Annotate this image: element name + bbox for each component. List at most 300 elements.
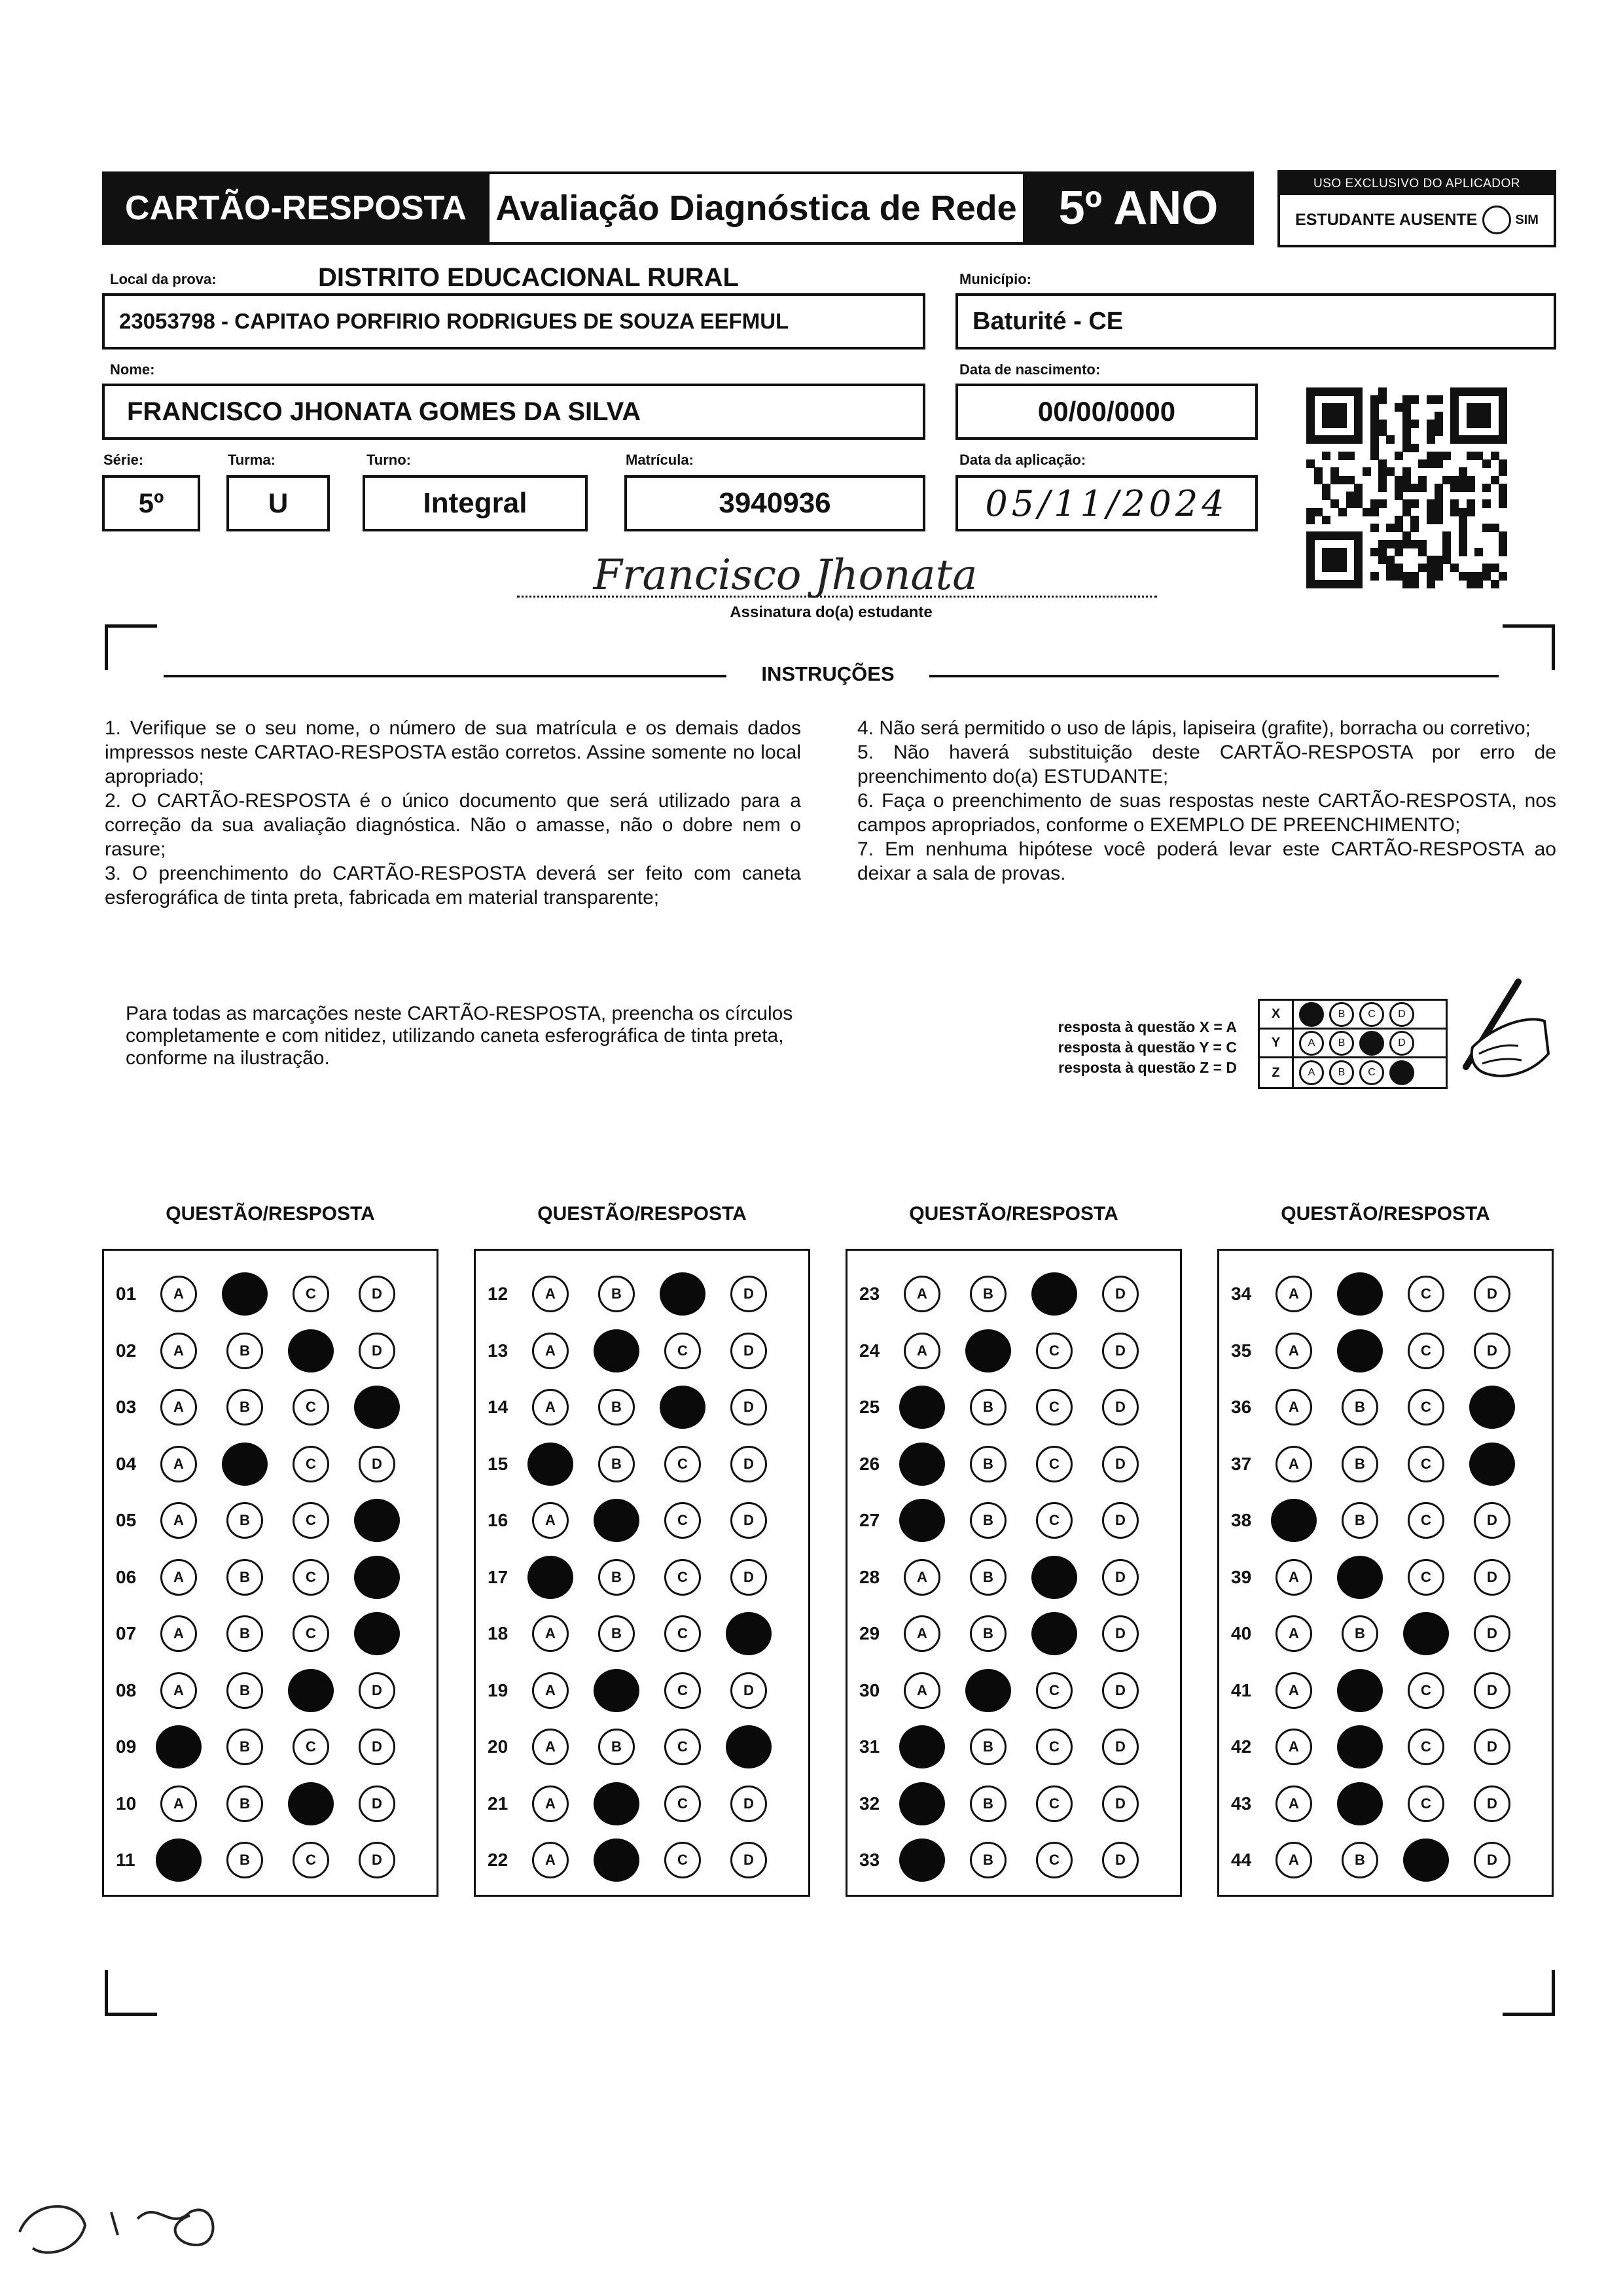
answer-bubble-a[interactable]	[156, 1725, 202, 1768]
answer-bubble-c[interactable]	[1031, 1612, 1077, 1655]
answer-bubble-b[interactable]	[222, 1272, 268, 1316]
answer-bubble-a[interactable]	[156, 1839, 202, 1882]
answer-bubble-c[interactable]	[288, 1782, 334, 1825]
answer-column-1	[102, 1249, 438, 1897]
answer-bubble-c[interactable]	[288, 1329, 334, 1372]
answer-bubble-d[interactable]: D	[1474, 1333, 1510, 1369]
answer-bubble-b[interactable]: B	[598, 1389, 635, 1426]
answer-bubble-a[interactable]: A	[904, 1333, 940, 1369]
answer-bubble-c[interactable]: C	[664, 1842, 701, 1878]
example-legend-line: resposta à questão X = A	[1058, 1018, 1237, 1035]
answer-bubble-a[interactable]: A	[532, 1785, 569, 1822]
answer-bubble-b[interactable]: B	[1342, 1502, 1378, 1539]
corner-mark-bottom-left	[105, 1970, 157, 2016]
question-number: 01	[116, 1283, 137, 1304]
turma-field	[226, 475, 330, 531]
answer-bubble-d[interactable]: D	[730, 1559, 767, 1596]
example-bubble-b: B	[1329, 1002, 1354, 1027]
answer-row	[847, 1727, 1168, 1767]
answer-bubble-d[interactable]: D	[730, 1446, 767, 1482]
answer-row	[847, 1388, 1168, 1427]
instructions-rule-left	[164, 675, 726, 677]
answer-bubble-c[interactable]: C	[664, 1672, 701, 1709]
matricula-value: 3940936	[719, 487, 831, 519]
school-field	[102, 293, 925, 350]
question-number: 05	[116, 1510, 137, 1530]
example-legend-line: resposta à questão Z = D	[1058, 1059, 1237, 1076]
answer-bubble-a[interactable]: A	[160, 1276, 197, 1312]
example-row-label: Y	[1260, 1030, 1294, 1056]
answer-bubble-c[interactable]	[1403, 1612, 1449, 1655]
answer-bubble-c[interactable]: C	[293, 1389, 329, 1426]
answer-bubble-d[interactable]	[726, 1725, 772, 1768]
answer-row	[476, 1388, 796, 1427]
answer-bubble-b[interactable]: B	[970, 1559, 1007, 1596]
answer-bubble-b[interactable]: B	[970, 1729, 1007, 1765]
answer-row	[476, 1727, 796, 1767]
question-number: 37	[1231, 1453, 1252, 1474]
aplicacao-label: Data da aplicação:	[959, 452, 1086, 468]
question-number: 42	[1231, 1736, 1252, 1757]
answer-bubble-c[interactable]	[288, 1669, 334, 1712]
question-number: 31	[859, 1736, 880, 1757]
answer-bubble-a[interactable]: A	[1275, 1785, 1312, 1822]
answer-row	[104, 1614, 425, 1653]
answer-bubble-a[interactable]: A	[532, 1502, 569, 1539]
answer-bubble-b[interactable]: B	[1342, 1389, 1378, 1426]
answer-bubble-b[interactable]: B	[598, 1559, 635, 1596]
question-number: 30	[859, 1679, 880, 1700]
aplicacao-field[interactable]	[955, 475, 1258, 531]
answer-bubble-b[interactable]	[1337, 1782, 1383, 1825]
answer-bubble-d[interactable]: D	[730, 1389, 767, 1426]
answer-row	[476, 1784, 796, 1823]
answer-bubble-a[interactable]: A	[160, 1446, 197, 1482]
answer-bubble-d[interactable]	[1469, 1386, 1515, 1429]
answer-bubble-c[interactable]: C	[1036, 1672, 1073, 1709]
answer-bubble-c[interactable]: C	[664, 1615, 701, 1652]
answer-row	[476, 1614, 796, 1653]
answer-bubble-d[interactable]: D	[1102, 1446, 1139, 1482]
question-number: 10	[116, 1793, 137, 1814]
signature: Francisco Jhonata	[593, 551, 978, 600]
answer-bubble-b[interactable]: B	[598, 1729, 635, 1765]
nome-value: FRANCISCO JHONATA GOMES DA SILVA	[127, 397, 641, 426]
answer-row	[847, 1840, 1168, 1880]
answer-bubble-c[interactable]	[1403, 1839, 1449, 1882]
answer-bubble-c[interactable]: C	[1408, 1333, 1444, 1369]
answer-bubble-d[interactable]: D	[1102, 1559, 1139, 1596]
answer-bubble-a[interactable]: A	[160, 1785, 197, 1822]
grade-label: 5º ANO	[1023, 171, 1254, 245]
example-row-label: X	[1260, 1001, 1294, 1028]
question-number: 12	[488, 1283, 508, 1304]
answer-row	[847, 1614, 1168, 1653]
answer-bubble-a[interactable]	[899, 1386, 945, 1429]
answer-row	[1219, 1784, 1540, 1823]
answer-column-title: QUESTÃO/RESPOSTA	[909, 1203, 1118, 1225]
question-number: 06	[116, 1566, 137, 1587]
answer-bubble-a[interactable]: A	[1275, 1729, 1312, 1765]
answer-bubble-a[interactable]	[899, 1725, 945, 1768]
answer-bubble-a[interactable]	[1271, 1499, 1317, 1542]
question-number: 09	[116, 1736, 137, 1757]
answer-bubble-b[interactable]	[965, 1669, 1011, 1712]
turno-field	[363, 475, 588, 531]
answer-bubble-a[interactable]	[899, 1499, 945, 1542]
answer-bubble-b[interactable]: B	[226, 1729, 263, 1765]
answer-bubble-c[interactable]: C	[1036, 1389, 1073, 1426]
local-label: Local da prova:	[110, 271, 217, 287]
instruction-right-2: 5. Não haverá substituição deste CARTÃO-RESPOSTA por erro de preenchimento do(a) ESTUDANTE;	[857, 742, 1556, 787]
answer-bubble-c[interactable]: C	[1408, 1276, 1444, 1312]
example-bubble-a: A	[1299, 1031, 1324, 1056]
signature-line	[517, 596, 1157, 598]
answer-bubble-b[interactable]	[594, 1782, 639, 1825]
answer-bubble-d[interactable]	[354, 1499, 400, 1542]
answer-bubble-b[interactable]	[1337, 1272, 1383, 1316]
question-number: 38	[1231, 1510, 1252, 1530]
nascimento-value: 00/00/0000	[1037, 396, 1176, 427]
answer-bubble-d[interactable]: D	[730, 1672, 767, 1709]
turno-label: Turno:	[366, 452, 412, 468]
answer-column-3	[846, 1249, 1182, 1897]
answer-bubble-a[interactable]	[527, 1443, 573, 1486]
answer-bubble-b[interactable]	[1337, 1556, 1383, 1599]
answer-row	[476, 1558, 796, 1597]
answer-bubble-b[interactable]: B	[970, 1502, 1007, 1539]
answer-bubble-c[interactable]: C	[1408, 1729, 1444, 1765]
answer-row	[1219, 1614, 1540, 1653]
answer-bubble-a[interactable]: A	[160, 1672, 197, 1709]
question-number: 23	[859, 1283, 880, 1304]
answer-bubble-b[interactable]	[965, 1329, 1011, 1372]
answer-column-2	[474, 1249, 810, 1897]
answer-bubble-c[interactable]: C	[293, 1842, 329, 1878]
answer-bubble-a[interactable]: A	[532, 1615, 569, 1652]
answer-bubble-b[interactable]: B	[1342, 1446, 1378, 1482]
answer-bubble-d[interactable]: D	[359, 1729, 395, 1765]
answer-bubble-d[interactable]: D	[1474, 1672, 1510, 1709]
answer-bubble-c[interactable]: C	[664, 1446, 701, 1482]
answer-bubble-a[interactable]: A	[1275, 1842, 1312, 1878]
answer-bubble-c[interactable]	[660, 1386, 705, 1429]
answer-bubble-b[interactable]	[594, 1669, 639, 1712]
answer-bubble-a[interactable]	[899, 1443, 945, 1486]
answer-bubble-a[interactable]: A	[160, 1389, 197, 1426]
answer-bubble-c[interactable]: C	[1408, 1672, 1444, 1709]
question-number: 41	[1231, 1679, 1252, 1700]
question-number: 22	[488, 1850, 508, 1870]
answer-bubble-c[interactable]: C	[293, 1276, 329, 1312]
handwritten-mark	[7, 2173, 255, 2278]
answer-bubble-b[interactable]: B	[226, 1502, 263, 1539]
answer-bubble-a[interactable]: A	[532, 1333, 569, 1369]
answer-bubble-d[interactable]: D	[730, 1502, 767, 1539]
answer-bubble-c[interactable]: C	[1036, 1785, 1073, 1822]
example-bubble-b: B	[1329, 1060, 1354, 1085]
answer-bubble-a[interactable]: A	[1275, 1559, 1312, 1596]
answer-bubble-b[interactable]: B	[1342, 1615, 1378, 1652]
answer-column-title: QUESTÃO/RESPOSTA	[537, 1203, 747, 1225]
turno-value: Integral	[423, 487, 527, 519]
answer-bubble-a[interactable]: A	[532, 1672, 569, 1709]
answer-bubble-a[interactable]: A	[160, 1502, 197, 1539]
municipio-field	[955, 293, 1556, 350]
answer-bubble-c[interactable]	[1031, 1556, 1077, 1599]
answer-bubble-c[interactable]	[1031, 1272, 1077, 1316]
local-value: DISTRITO EDUCACIONAL RURAL	[318, 263, 739, 292]
answer-bubble-d[interactable]: D	[1102, 1672, 1139, 1709]
answer-row	[1219, 1444, 1540, 1484]
example-legend	[982, 1017, 1237, 1078]
answer-bubble-a[interactable]	[899, 1782, 945, 1825]
answer-row	[476, 1444, 796, 1484]
answer-bubble-d[interactable]: D	[1474, 1729, 1510, 1765]
answer-bubble-c[interactable]: C	[664, 1785, 701, 1822]
answer-bubble-b[interactable]: B	[226, 1672, 263, 1709]
answer-bubble-b[interactable]	[594, 1329, 639, 1372]
answer-bubble-d[interactable]	[354, 1612, 400, 1655]
question-number: 29	[859, 1623, 880, 1643]
answer-bubble-b[interactable]: B	[970, 1389, 1007, 1426]
answer-bubble-b[interactable]	[1337, 1329, 1383, 1372]
answer-bubble-d[interactable]: D	[359, 1333, 395, 1369]
question-number: 28	[859, 1566, 880, 1587]
answer-bubble-c[interactable]: C	[1408, 1389, 1444, 1426]
answer-bubble-d[interactable]: D	[1102, 1333, 1139, 1369]
answer-bubble-b[interactable]: B	[598, 1615, 635, 1652]
answer-column-title: QUESTÃO/RESPOSTA	[166, 1203, 375, 1225]
question-number: 13	[488, 1340, 508, 1361]
serie-field	[102, 475, 200, 531]
answer-bubble-b[interactable]: B	[226, 1389, 263, 1426]
answer-bubble-b[interactable]: B	[970, 1615, 1007, 1652]
answer-row	[847, 1558, 1168, 1597]
answer-bubble-c[interactable]: C	[293, 1615, 329, 1652]
answer-bubble-b[interactable]	[1337, 1669, 1383, 1712]
answer-bubble-d[interactable]: D	[1474, 1615, 1510, 1652]
answer-bubble-d[interactable]: D	[1102, 1502, 1139, 1539]
answer-bubble-d[interactable]: D	[1102, 1785, 1139, 1822]
answer-bubble-d[interactable]: D	[730, 1276, 767, 1312]
answer-row	[847, 1331, 1168, 1371]
answer-row	[476, 1840, 796, 1880]
question-number: 34	[1231, 1283, 1252, 1304]
answer-row	[476, 1331, 796, 1371]
answer-row	[847, 1784, 1168, 1823]
answer-bubble-b[interactable]: B	[226, 1842, 263, 1878]
absent-option: SIM	[1515, 212, 1539, 227]
instructions-left	[105, 716, 801, 910]
question-number: 27	[859, 1510, 880, 1530]
answer-bubble-c[interactable]: C	[1408, 1446, 1444, 1482]
answer-bubble-d[interactable]: D	[1474, 1276, 1510, 1312]
answer-bubble-b[interactable]	[222, 1443, 268, 1486]
answer-bubble-c[interactable]: C	[664, 1729, 701, 1765]
answer-bubble-d[interactable]: D	[1102, 1389, 1139, 1426]
answer-row	[1219, 1501, 1540, 1540]
municipio-value: Baturité - CE	[972, 307, 1124, 335]
answer-bubble-b[interactable]	[594, 1499, 639, 1542]
answer-row	[104, 1671, 425, 1710]
absent-label: ESTUDANTE AUSENTE	[1295, 210, 1478, 229]
answer-bubble-a[interactable]: A	[1275, 1615, 1312, 1652]
example-bubble-c	[1359, 1031, 1384, 1056]
answer-row	[104, 1444, 425, 1484]
answer-bubble-c[interactable]: C	[664, 1502, 701, 1539]
example-row-label: Z	[1260, 1058, 1294, 1087]
answer-row	[104, 1727, 425, 1767]
answer-bubble-a[interactable]: A	[1275, 1446, 1312, 1482]
answer-bubble-d[interactable]	[354, 1556, 400, 1599]
instruction-right-4: 7. Em nenhuma hipótese você poderá levar este CARTÃO-RESPOSTA ao deixar a sala de provas.	[857, 838, 1556, 884]
answer-bubble-d[interactable]: D	[1102, 1276, 1139, 1312]
answer-bubble-b[interactable]: B	[970, 1842, 1007, 1878]
answer-row	[104, 1501, 425, 1540]
answer-row	[104, 1331, 425, 1371]
answer-bubble-c[interactable]: C	[1036, 1729, 1073, 1765]
answer-bubble-b[interactable]: B	[598, 1446, 635, 1482]
answer-bubble-d[interactable]: D	[730, 1785, 767, 1822]
answer-row	[476, 1274, 796, 1314]
corner-mark-top-right	[1503, 624, 1555, 670]
answer-row	[1219, 1274, 1540, 1314]
example-bubble-a: A	[1299, 1060, 1324, 1085]
answer-bubble-d[interactable]: D	[359, 1446, 395, 1482]
answer-bubble-a[interactable]: A	[904, 1672, 940, 1709]
answer-bubble-b[interactable]	[1337, 1725, 1383, 1768]
answer-bubble-c[interactable]: C	[293, 1502, 329, 1539]
answer-bubble-c[interactable]: C	[1408, 1559, 1444, 1596]
corner-mark-top-left	[105, 624, 157, 670]
nome-field	[102, 384, 925, 440]
answer-bubble-a[interactable]: A	[532, 1842, 569, 1878]
answer-bubble-a[interactable]: A	[1275, 1333, 1312, 1369]
answer-bubble-d[interactable]: D	[1474, 1842, 1510, 1878]
answer-bubble-d[interactable]: D	[1102, 1729, 1139, 1765]
answer-bubble-a[interactable]: A	[160, 1333, 197, 1369]
question-number: 17	[488, 1566, 508, 1587]
answer-bubble-c[interactable]: C	[1036, 1842, 1073, 1878]
question-number: 04	[116, 1453, 137, 1474]
answer-bubble-a[interactable]: A	[1275, 1276, 1312, 1312]
answer-bubble-c[interactable]: C	[664, 1333, 701, 1369]
answer-bubble-c[interactable]: C	[664, 1559, 701, 1596]
answer-row	[1219, 1331, 1540, 1371]
answer-bubble-d[interactable]: D	[1474, 1559, 1510, 1596]
answer-row	[1219, 1840, 1540, 1880]
answer-bubble-b[interactable]: B	[970, 1446, 1007, 1482]
answer-bubble-d[interactable]: D	[730, 1333, 767, 1369]
question-number: 14	[488, 1397, 508, 1417]
answer-bubble-d[interactable]: D	[1102, 1615, 1139, 1652]
answer-bubble-d[interactable]	[726, 1612, 772, 1655]
answer-bubble-d[interactable]: D	[359, 1276, 395, 1312]
answer-bubble-d[interactable]: D	[359, 1672, 395, 1709]
question-number: 43	[1231, 1793, 1252, 1814]
question-number: 07	[116, 1623, 137, 1643]
answer-row	[1219, 1558, 1540, 1597]
answer-bubble-d[interactable]: D	[1102, 1842, 1139, 1878]
answer-bubble-b[interactable]	[594, 1839, 639, 1882]
answer-bubble-a[interactable]	[899, 1839, 945, 1882]
answer-bubble-a[interactable]: A	[532, 1276, 569, 1312]
instruction-left-2: 2. O CARTÃO-RESPOSTA é o único documento que será utilizado para a correção da sua avaliação diagnóstica. Não o amasse, não o dobre nem o rasure;	[105, 790, 801, 860]
school-value: 23053798 - CAPITAO PORFIRIO RODRIGUES DE SOUZA EEFMUL	[119, 309, 789, 333]
municipio-label: Município:	[959, 271, 1031, 287]
answer-bubble-d[interactable]: D	[359, 1842, 395, 1878]
question-number: 08	[116, 1679, 137, 1700]
example-bubble-d: D	[1389, 1031, 1414, 1056]
answer-bubble-a[interactable]: A	[160, 1615, 197, 1652]
answer-bubble-a[interactable]: A	[532, 1389, 569, 1426]
answer-bubble-c[interactable]	[660, 1272, 705, 1316]
instruction-left-1: 1. Verifique se o seu nome, o número de sua matrícula e os demais dados impressos neste CARTAO-RESPOSTA estão corretos. Assine somente no local apropriado;	[105, 717, 801, 787]
answer-row	[847, 1501, 1168, 1540]
answer-bubble-a[interactable]: A	[904, 1559, 940, 1596]
answer-bubble-a[interactable]: A	[904, 1615, 940, 1652]
answer-bubble-b[interactable]: B	[1342, 1842, 1378, 1878]
answer-bubble-a[interactable]: A	[1275, 1389, 1312, 1426]
example-row	[1260, 1001, 1446, 1030]
answer-bubble-b[interactable]: B	[970, 1276, 1007, 1312]
answer-row	[476, 1671, 796, 1710]
answer-bubble-c[interactable]: C	[1036, 1502, 1073, 1539]
instruction-right-3: 6. Faça o preenchimento de suas respostas neste CARTÃO-RESPOSTA, nos campos apropriados, conforme o EXEMPLO DE PREENCHIMENTO;	[857, 790, 1556, 836]
answer-row	[1219, 1388, 1540, 1427]
answer-bubble-b[interactable]: B	[226, 1615, 263, 1652]
answer-bubble-d[interactable]: D	[1474, 1785, 1510, 1822]
answer-bubble-c[interactable]: C	[1036, 1446, 1073, 1482]
answer-bubble-a[interactable]	[527, 1556, 573, 1599]
answer-bubble-c[interactable]: C	[293, 1559, 329, 1596]
answer-bubble-d[interactable]: D	[730, 1842, 767, 1878]
answer-bubble-c[interactable]: C	[1408, 1785, 1444, 1822]
answer-row	[847, 1671, 1168, 1710]
answer-bubble-b[interactable]: B	[598, 1276, 635, 1312]
absent-checkbox[interactable]	[1482, 206, 1511, 234]
answer-bubble-d[interactable]: D	[359, 1785, 395, 1822]
answer-bubble-a[interactable]: A	[160, 1559, 197, 1596]
question-number: 40	[1231, 1623, 1252, 1643]
answer-bubble-c[interactable]: C	[1408, 1502, 1444, 1539]
example-bubble-d	[1389, 1060, 1414, 1085]
example-bubble-c: C	[1359, 1002, 1384, 1027]
example-bubble-c: C	[1359, 1060, 1384, 1085]
corner-mark-bottom-right	[1503, 1970, 1555, 2016]
answer-column-title: QUESTÃO/RESPOSTA	[1281, 1203, 1490, 1225]
answer-column-4	[1217, 1249, 1554, 1897]
answer-bubble-a[interactable]: A	[532, 1729, 569, 1765]
answer-bubble-d[interactable]	[1469, 1443, 1515, 1486]
answer-bubble-b[interactable]: B	[226, 1559, 263, 1596]
answer-bubble-c[interactable]: C	[1036, 1333, 1073, 1369]
answer-bubble-a[interactable]: A	[904, 1276, 940, 1312]
answer-bubble-d[interactable]: D	[1474, 1502, 1510, 1539]
answer-bubble-b[interactable]: B	[226, 1785, 263, 1822]
answer-bubble-d[interactable]	[354, 1386, 400, 1429]
example-text: Para todas as marcações neste CARTÃO-RESPOSTA, preencha os círculos completamente e com nitidez, utilizando caneta esferográfica de tinta preta, conforme na ilustração.	[126, 1003, 793, 1069]
answer-row	[104, 1274, 425, 1314]
answer-bubble-b[interactable]: B	[226, 1333, 263, 1369]
question-number: 15	[488, 1453, 508, 1474]
answer-bubble-b[interactable]: B	[970, 1785, 1007, 1822]
answer-bubble-c[interactable]: C	[293, 1729, 329, 1765]
serie-value: 5º	[138, 488, 164, 518]
answer-bubble-a[interactable]: A	[1275, 1672, 1312, 1709]
answer-bubble-c[interactable]: C	[293, 1446, 329, 1482]
